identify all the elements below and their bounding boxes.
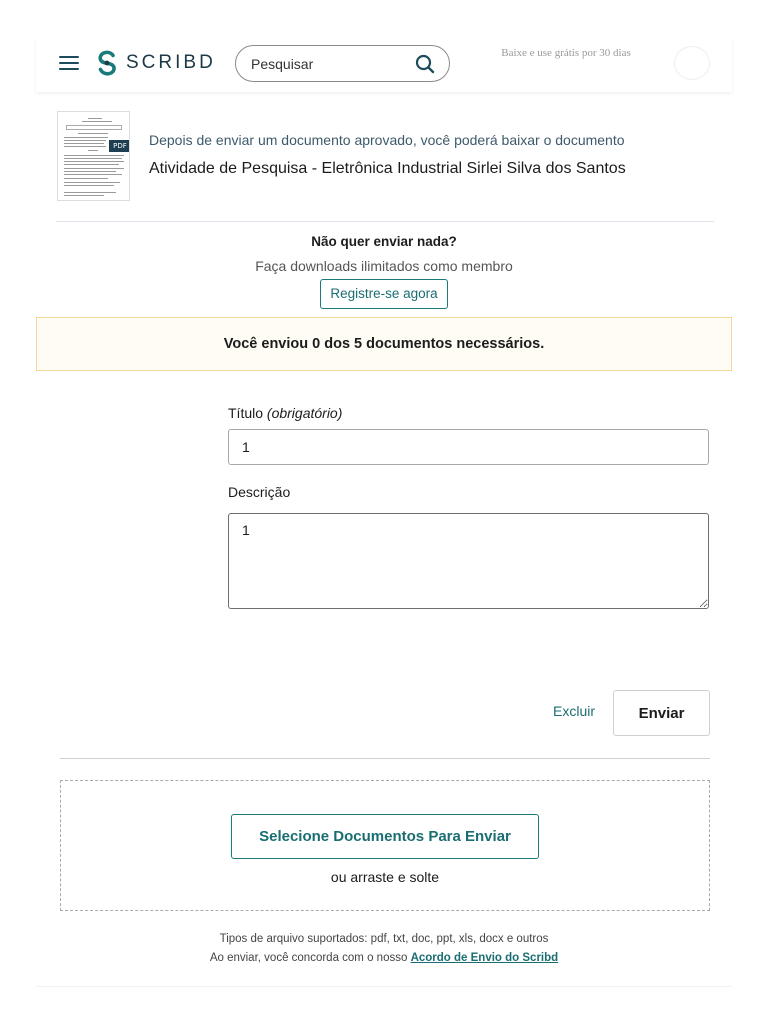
document-title[interactable]: Atividade de Pesquisa - Eletrônica Industrial Sirlei Silva dos Santos	[149, 160, 626, 177]
document-thumbnail[interactable]	[57, 111, 130, 201]
register-button[interactable]: Registre-se agora	[320, 279, 447, 309]
agreement-text	[0, 952, 768, 964]
title-label-text: Título	[228, 405, 264, 421]
document-info	[56, 110, 714, 222]
title-input[interactable]	[228, 429, 709, 465]
cta-heading: Não quer enviar nada?	[311, 234, 457, 249]
cta-subtext: Faça downloads ilimitados como membro	[255, 258, 513, 274]
delete-link[interactable]: Excluir	[553, 703, 596, 719]
section-divider	[60, 758, 710, 759]
user-avatar[interactable]	[674, 46, 710, 80]
top-navbar	[36, 36, 732, 92]
send-button[interactable]: Enviar	[613, 690, 710, 736]
drag-drop-text: ou arraste e solte	[330, 869, 440, 885]
logo-wordmark: SCRIBD	[126, 52, 216, 73]
page-bottom-divider	[36, 986, 732, 987]
upload-agreement-link[interactable]: Acordo de Envio do Scribd	[410, 952, 559, 964]
hamburger-menu-icon[interactable]	[59, 56, 79, 70]
pdf-badge: PDF	[109, 140, 130, 152]
scribd-logo-icon	[96, 50, 118, 76]
membership-cta	[0, 232, 768, 309]
description-textarea[interactable]	[228, 513, 709, 609]
document-subtitle: Depois de enviar um documento aprovado, você poderá baixar o documento	[149, 132, 625, 148]
required-marker: (obrigatório)	[266, 405, 343, 421]
supported-file-types: Tipos de arquivo suportados: pdf, txt, doc, ppt, xls, docx e outros	[219, 933, 549, 945]
scribd-logo[interactable]	[96, 50, 216, 76]
search-input[interactable]	[251, 54, 401, 74]
upload-dropzone[interactable]	[60, 780, 710, 911]
description-label: Descrição	[228, 484, 291, 500]
search-bar	[235, 45, 450, 82]
upload-progress-notice: Você enviou 0 dos 5 documentos necessários.	[36, 317, 732, 371]
free-trial-link[interactable]: Baixe e use grátis por 30 dias	[501, 47, 631, 59]
title-label	[228, 405, 342, 421]
select-documents-button[interactable]: Selecione Documentos Para Enviar	[231, 814, 539, 859]
agreement-prefix: Ao enviar, você concorda com o nosso	[209, 952, 408, 964]
search-icon[interactable]	[415, 54, 435, 74]
